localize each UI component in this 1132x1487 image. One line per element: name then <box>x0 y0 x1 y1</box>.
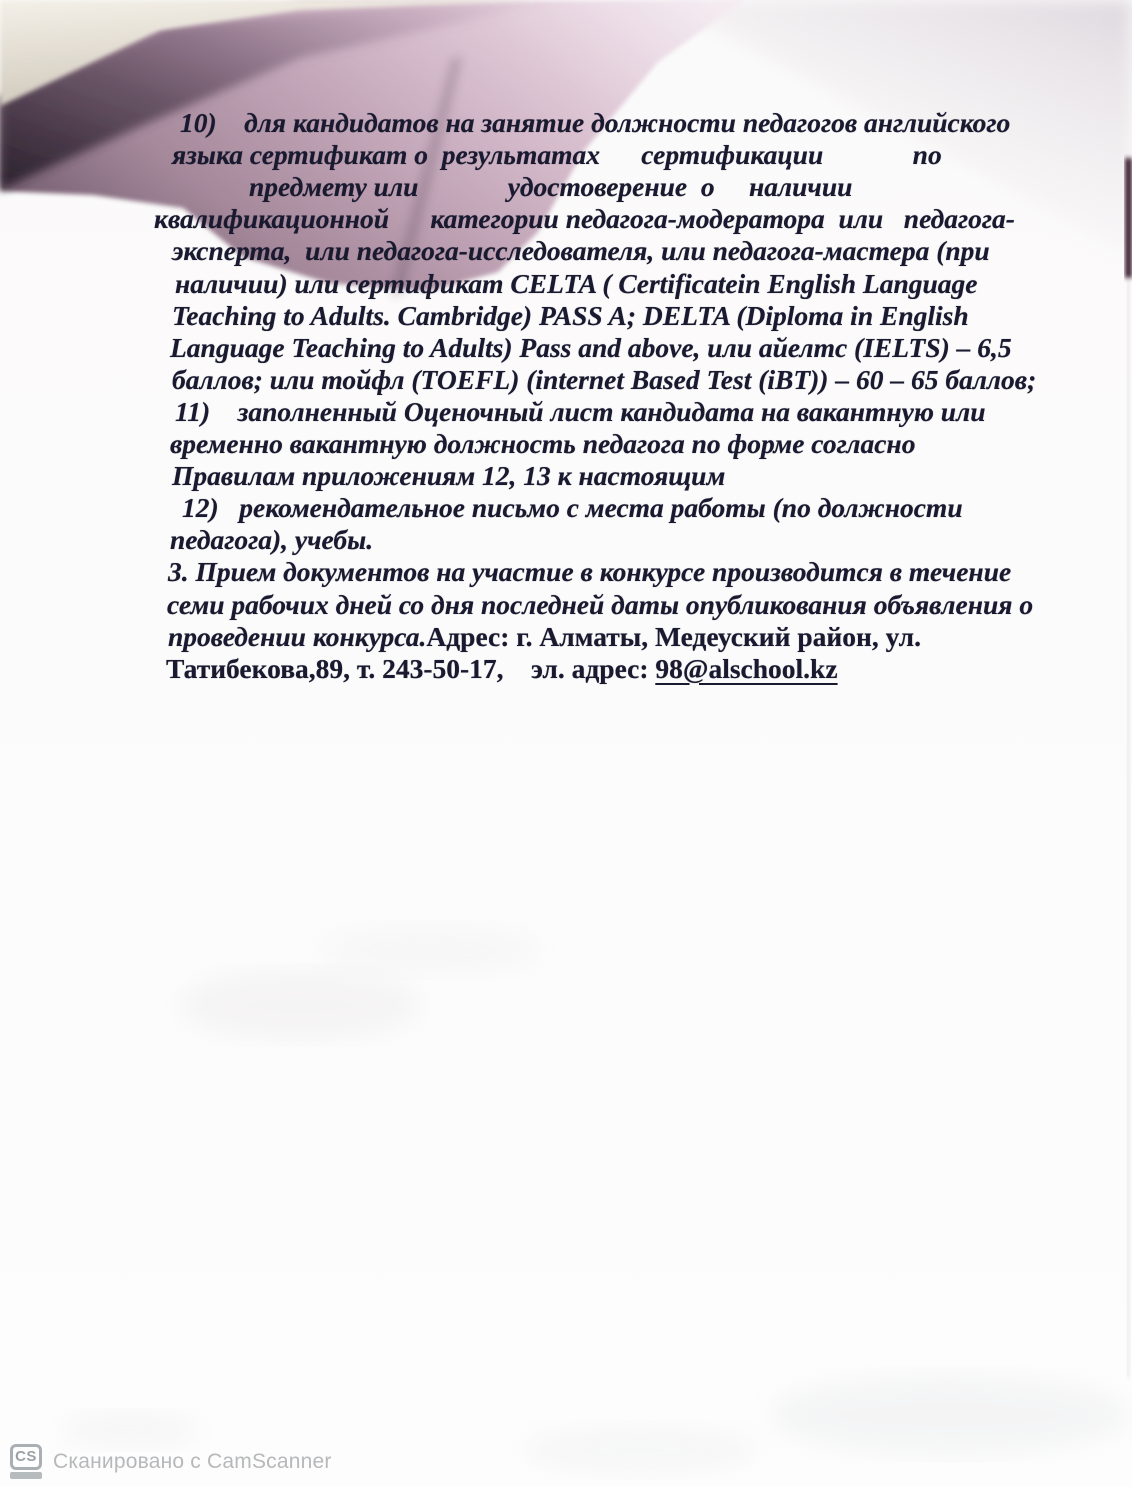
text-line <box>166 653 838 684</box>
text-segment: проведении конкурса. <box>168 620 427 652</box>
text-segment: Адрес: г. Алматы, Медеуский район, ул. <box>426 620 921 652</box>
cs-logo-letters: CS <box>10 1444 42 1470</box>
text-line <box>172 300 969 331</box>
text-line <box>170 428 915 459</box>
text-line <box>170 332 1012 363</box>
camscanner-watermark <box>10 1444 332 1479</box>
text-line <box>175 268 978 299</box>
text-segment: Правилам приложениям 12, 13 к настоящим <box>172 460 726 492</box>
text-line <box>167 589 1033 620</box>
text-segment: баллов; или тойфл (TOEFL) (internet Based Test (iBT)) – 60 – 65 баллов; <box>172 363 1037 395</box>
text-line <box>168 556 1011 587</box>
text-segment: 3. Прием документов на участие в конкурсе производится в течение <box>168 556 1012 588</box>
email-text: 98@alschool.kz <box>655 652 838 684</box>
text-line <box>175 396 986 427</box>
text-segment: наличии) или сертификат CELTA ( Certificatein English Language <box>175 267 978 299</box>
text-line <box>154 203 1015 234</box>
text-segment: 11) заполненный Оценочный лист кандидата на вакантную или <box>175 395 986 427</box>
camscanner-watermark-label: Сканировано с CamScanner <box>53 1450 332 1473</box>
text-segment: педагога), учебы. <box>170 524 374 556</box>
text-line <box>170 524 373 555</box>
text-segment: 10) для кандидатов на занятие должности педагогов английского <box>180 107 1011 138</box>
text-segment: Татибекова,89, т. 243-50-17, эл. адрес: <box>166 652 656 684</box>
text-line <box>168 621 921 652</box>
text-segment: семи рабочих дней со дня последней даты опубликования объявления о <box>167 588 1034 620</box>
text-line <box>180 107 1010 138</box>
text-segment: языка сертификат о результатах сертификации по <box>172 139 942 171</box>
text-line <box>172 460 725 491</box>
text-line <box>172 364 1036 395</box>
text-segment: 12) рекомендательное письмо с места работы (по должности <box>182 492 963 524</box>
text-segment: Language Teaching to Adults) Pass and above, или айелтс (IELTS) – 6,5 <box>170 331 1012 363</box>
text-segment: предмету или удостоверение о наличии <box>249 171 853 203</box>
text-segment: Teaching to Adults. Cambridge) PASS A; DELTA (Diploma in English <box>172 299 969 331</box>
text-line <box>249 171 852 202</box>
text-line <box>182 492 963 523</box>
text-line <box>172 235 990 266</box>
text-segment: временно вакантную должность педагога по форме согласно <box>170 428 916 459</box>
cs-logo-bar <box>10 1472 42 1479</box>
text-segment: эксперта, или педагога-исследователя, или педагога-мастера (при <box>172 235 990 267</box>
text-line <box>172 139 942 170</box>
text-segment: квалификационной категории педагога-модератора или педагога- <box>154 203 1015 235</box>
camscanner-logo-icon <box>10 1444 42 1479</box>
